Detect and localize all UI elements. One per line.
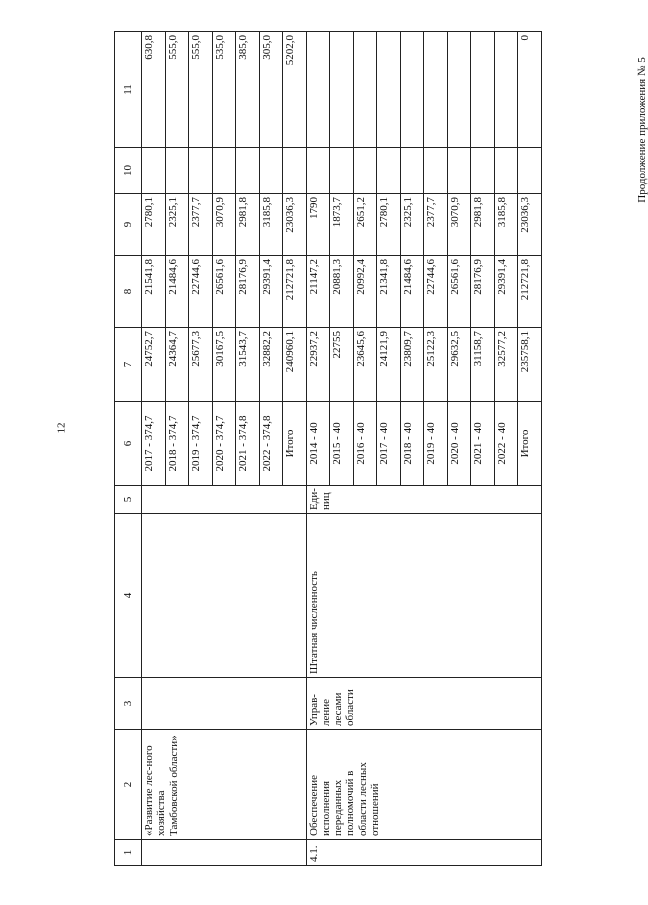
value-cell-c8: 29391,4 — [494, 256, 518, 328]
value-cell-c7: 235758,1 — [518, 328, 542, 402]
value-cell-c11: 0 — [518, 32, 542, 148]
value-cell-c9: 3070,9 — [212, 194, 236, 256]
value-cell-c8: 21341,8 — [377, 256, 401, 328]
indicator-cell — [142, 514, 307, 678]
value-cell-c7: 31543,7 — [236, 328, 260, 402]
year-value-cell: 2019 - 40 — [424, 402, 448, 486]
value-cell-c7: 24364,7 — [165, 328, 189, 402]
value-cell-c8: 212721,8 — [518, 256, 542, 328]
value-cell-c8: 21484,6 — [400, 256, 424, 328]
value-cell-c9: 2325,1 — [400, 194, 424, 256]
table-body — [115, 32, 542, 866]
year-value-cell: 2016 - 40 — [353, 402, 377, 486]
value-cell-c7: 24121,9 — [377, 328, 401, 402]
column-number-row — [115, 32, 142, 866]
column-number: 11 — [115, 32, 142, 148]
value-cell-c9: 3070,9 — [447, 194, 471, 256]
row-number: 4.1. — [306, 840, 541, 866]
executor-cell: Управ-ление лесами области — [306, 678, 541, 730]
page-number: 12 — [55, 422, 68, 434]
value-cell-c10 — [400, 148, 424, 194]
column-number: 3 — [115, 678, 142, 730]
value-cell-c10 — [353, 148, 377, 194]
column-number: 8 — [115, 256, 142, 328]
column-number: 5 — [115, 486, 142, 514]
value-cell-c11: 305,0 — [259, 32, 283, 148]
value-cell-c10 — [471, 148, 495, 194]
value-cell-c7: 22937,2 — [306, 328, 330, 402]
value-cell-c7: 29632,5 — [447, 328, 471, 402]
year-value-cell: 2015 - 40 — [330, 402, 354, 486]
value-cell-c10 — [142, 148, 166, 194]
value-cell-c8: 22744,6 — [189, 256, 213, 328]
section-b-row — [306, 32, 330, 866]
value-cell-c9: 2651,2 — [353, 194, 377, 256]
value-cell-c7: 32577,2 — [494, 328, 518, 402]
value-cell-c8: 26561,6 — [212, 256, 236, 328]
year-value-cell: 2018 - 374,7 — [165, 402, 189, 486]
description-cell: «Развитие лес-ного хозяйства Тамбовской области» — [142, 730, 307, 840]
value-cell-c9: 1873,7 — [330, 194, 354, 256]
value-cell-c11 — [424, 32, 448, 148]
value-cell-c10 — [259, 148, 283, 194]
value-cell-c9: 1790 — [306, 194, 330, 256]
row-number — [142, 840, 307, 866]
value-cell-c10 — [494, 148, 518, 194]
value-cell-c11 — [471, 32, 495, 148]
unit-cell — [142, 486, 307, 514]
value-cell-c11 — [447, 32, 471, 148]
value-cell-c8: 21541,8 — [142, 256, 166, 328]
value-cell-c10 — [424, 148, 448, 194]
value-cell-c9: 2377,7 — [189, 194, 213, 256]
year-value-cell: 2014 - 40 — [306, 402, 330, 486]
value-cell-c7: 25677,3 — [189, 328, 213, 402]
rotated-table-container — [114, 32, 584, 866]
year-value-cell: 2022 - 374,8 — [259, 402, 283, 486]
value-cell-c9: 2325,1 — [165, 194, 189, 256]
year-value-cell: Итого — [283, 402, 307, 486]
column-number: 9 — [115, 194, 142, 256]
value-cell-c9: 23036,3 — [283, 194, 307, 256]
year-value-cell: 2019 - 374,7 — [189, 402, 213, 486]
value-cell-c10 — [306, 148, 330, 194]
value-cell-c11 — [306, 32, 330, 148]
value-cell-c10 — [165, 148, 189, 194]
value-cell-c8: 21484,6 — [165, 256, 189, 328]
year-value-cell: 2020 - 374,7 — [212, 402, 236, 486]
year-value-cell: 2020 - 40 — [447, 402, 471, 486]
year-value-cell: 2018 - 40 — [400, 402, 424, 486]
column-number: 2 — [115, 730, 142, 840]
value-cell-c11: 630,8 — [142, 32, 166, 148]
value-cell-c10 — [212, 148, 236, 194]
value-cell-c11 — [353, 32, 377, 148]
value-cell-c11: 555,0 — [189, 32, 213, 148]
value-cell-c7: 30167,5 — [212, 328, 236, 402]
value-cell-c11: 385,0 — [236, 32, 260, 148]
value-cell-c11: 535,0 — [212, 32, 236, 148]
value-cell-c9: 2981,8 — [471, 194, 495, 256]
year-value-cell: 2021 - 374,8 — [236, 402, 260, 486]
value-cell-c11 — [400, 32, 424, 148]
value-cell-c8: 26561,6 — [447, 256, 471, 328]
value-cell-c10 — [377, 148, 401, 194]
value-cell-c9: 2981,8 — [236, 194, 260, 256]
value-cell-c8: 29391,4 — [259, 256, 283, 328]
year-value-cell: 2022 - 40 — [494, 402, 518, 486]
column-number: 4 — [115, 514, 142, 678]
continuation-note: Продолжение приложения № 5 — [636, 57, 648, 203]
value-cell-c10 — [283, 148, 307, 194]
value-cell-c7: 23809,7 — [400, 328, 424, 402]
section-a-row — [142, 32, 166, 866]
value-cell-c7: 240960,1 — [283, 328, 307, 402]
indicator-cell: Штатная численность — [306, 514, 541, 678]
year-value-cell: Итого — [518, 402, 542, 486]
year-value-cell: 2017 - 40 — [377, 402, 401, 486]
value-cell-c9: 3185,8 — [259, 194, 283, 256]
column-number: 10 — [115, 148, 142, 194]
value-cell-c9: 3185,8 — [494, 194, 518, 256]
unit-cell: Еди-ниц — [306, 486, 541, 514]
value-cell-c9: 2780,1 — [142, 194, 166, 256]
value-cell-c7: 22755 — [330, 328, 354, 402]
value-cell-c10 — [518, 148, 542, 194]
value-cell-c7: 24752,7 — [142, 328, 166, 402]
value-cell-c7: 31158,7 — [471, 328, 495, 402]
description-cell: Обеспечение исполнения переданных полномочий в области лесных отношений — [306, 730, 541, 840]
value-cell-c8: 212721,8 — [283, 256, 307, 328]
value-cell-c8: 22744,6 — [424, 256, 448, 328]
value-cell-c9: 2780,1 — [377, 194, 401, 256]
value-cell-c8: 20992,4 — [353, 256, 377, 328]
value-cell-c8: 28176,9 — [236, 256, 260, 328]
value-cell-c9: 2377,7 — [424, 194, 448, 256]
value-cell-c11: 5202,0 — [283, 32, 307, 148]
value-cell-c11: 555,0 — [165, 32, 189, 148]
executor-cell — [142, 678, 307, 730]
value-cell-c7: 32882,2 — [259, 328, 283, 402]
column-number: 1 — [115, 840, 142, 866]
value-cell-c10 — [236, 148, 260, 194]
value-cell-c7: 23645,6 — [353, 328, 377, 402]
value-cell-c10 — [189, 148, 213, 194]
value-cell-c9: 23036,3 — [518, 194, 542, 256]
column-number: 7 — [115, 328, 142, 402]
value-cell-c8: 21147,2 — [306, 256, 330, 328]
value-cell-c7: 25122,3 — [424, 328, 448, 402]
value-cell-c11 — [494, 32, 518, 148]
data-table — [114, 31, 542, 866]
value-cell-c8: 28176,9 — [471, 256, 495, 328]
year-value-cell: 2017 - 374,7 — [142, 402, 166, 486]
value-cell-c10 — [330, 148, 354, 194]
column-number: 6 — [115, 402, 142, 486]
value-cell-c11 — [330, 32, 354, 148]
value-cell-c8: 20881,3 — [330, 256, 354, 328]
year-value-cell: 2021 - 40 — [471, 402, 495, 486]
value-cell-c11 — [377, 32, 401, 148]
value-cell-c10 — [447, 148, 471, 194]
